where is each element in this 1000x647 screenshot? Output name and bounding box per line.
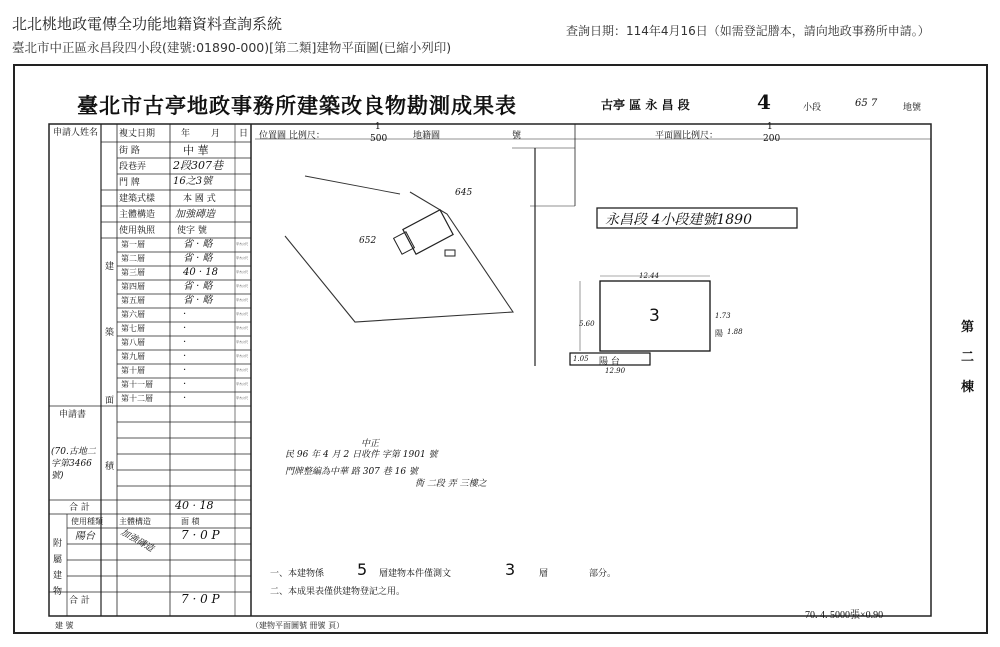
annex-total-label: 合 計 (69, 596, 90, 606)
dim-left: 5.60 (579, 320, 595, 328)
query-date: 查詢日期：114年4月16日（如需登記謄本，請向地政事務所申請。） (566, 24, 930, 38)
floor-name: 第一層 (121, 240, 145, 249)
side-mark-1: 第 (961, 320, 975, 335)
floor-value: 省 · 略 (183, 281, 213, 292)
door-value: 16之3號 (173, 176, 213, 187)
note-line2: 門牌整編為中華 路 307 巷 16 號 (285, 467, 418, 477)
side-mark-2: 二 (961, 350, 975, 365)
balcony-left-dim: 1.05 (573, 355, 589, 363)
floor-unit: 平方公尺 (236, 298, 249, 302)
page-subtitle: 臺北市中正區永昌段四小段(建號:01890-000)[第二類]建物平面圖(已縮小列印) (12, 40, 452, 55)
floor-unit: 平方公尺 (236, 368, 249, 372)
building-survey-sheet (13, 64, 988, 634)
annex-area: 7 · 0 P (181, 528, 220, 542)
build-side-1: 建 (105, 262, 115, 272)
month-label: 月 (211, 129, 221, 139)
total-label: 合 計 (69, 503, 90, 513)
floor-number: 3 (649, 306, 660, 326)
floor-unit: 平方公尺 (236, 326, 249, 330)
building-number-box: 永昌段 4小段建號1890 (605, 212, 752, 228)
floor-name: 第四層 (121, 282, 145, 291)
section-suffix: 小段 (803, 103, 822, 113)
applicant-doc-label: 申請書 (59, 410, 87, 420)
lane-value: 2段307巷 (173, 159, 223, 172)
section-number: 4 (757, 90, 771, 114)
build-side-4: 積 (105, 462, 115, 472)
location-scale-denominator: 500 (370, 134, 388, 144)
building-style-label: 建築式樣 (119, 194, 156, 204)
number-suffix: 號 (512, 131, 522, 141)
annex-total-value: 7 · 0 P (181, 592, 220, 606)
applicant-label: 申請人姓名 (53, 128, 99, 138)
document-title: 臺北市古亭地政事務所建築改良物勘測成果表 (77, 93, 517, 118)
license-value: 使字 號 (177, 226, 207, 236)
floor-unit: 平方公尺 (236, 242, 249, 246)
dim-bottom-label: 陽 (715, 329, 723, 338)
parcel-suffix: 地號 (903, 103, 922, 113)
floor-unit: 平方公尺 (236, 270, 249, 274)
footer-note-1-floors: 5 (357, 560, 368, 579)
side-mark-3: 棟 (961, 380, 975, 395)
applicant-doc-value: (70.古地二字第3466號) (51, 447, 96, 481)
note-line1: 民 96 年 4 月 2 日收件 字第 1901 號 (285, 450, 438, 460)
floor-unit: 平方公尺 (236, 354, 249, 358)
location-scale-numerator: 1 (375, 122, 381, 132)
district-info: 古亭 區 永 昌 段 (601, 98, 690, 112)
balcony-bottom-dim: 12.90 (605, 367, 626, 375)
dim-right1: 1.73 (715, 312, 731, 320)
footer-note-1-floor: 3 (505, 560, 516, 579)
floor-name: 第七層 (121, 324, 145, 333)
floor-unit: 平方公尺 (236, 396, 249, 400)
floor-name: 第五層 (121, 296, 145, 305)
total-value: 40 · 18 (175, 499, 214, 512)
road-label: 街 路 (119, 146, 140, 156)
floor-unit: 平方公尺 (236, 312, 249, 316)
floor-unit: 平方公尺 (236, 340, 249, 344)
floor-value: · (183, 393, 187, 404)
footer-note-2: 二、本成果表僅供建物登記之用。 (270, 587, 406, 597)
floor-name: 第十二層 (121, 394, 153, 403)
build-side-3: 面 (105, 396, 115, 406)
footer-note-1b: 層建物本件僅測文 (379, 569, 452, 579)
floor-value: 省 · 略 (183, 295, 213, 306)
footer-note-1d: 部分。 (589, 569, 617, 579)
note-district: 中正 (361, 439, 380, 449)
dim-top: 12.44 (639, 272, 660, 280)
build-side-2: 築 (105, 328, 115, 338)
license-label: 使用執照 (119, 226, 156, 236)
lane-label: 段巷弄 (119, 162, 147, 172)
road-value: 中 華 (183, 144, 209, 157)
annex-header-use: 使用種類 (71, 517, 103, 526)
floor-value: · (183, 309, 187, 320)
annex-side: 附屬建物 (53, 539, 63, 597)
floor-unit: 平方公尺 (236, 256, 249, 260)
year-label: 年 (181, 129, 191, 139)
balcony-label: 陽 台 (599, 357, 620, 367)
annex-use: 陽台 (75, 531, 95, 542)
location-map-label: 位置圖 比例尺： (259, 131, 325, 141)
structure-value: 加強磚造 (175, 209, 215, 220)
parcel-label-645: 645 (455, 188, 473, 198)
floor-unit: 平方公尺 (236, 284, 249, 288)
floor-value: 省 · 略 (183, 239, 213, 250)
floor-name: 第三層 (121, 268, 145, 277)
parcel-number: 65 7 (855, 98, 878, 109)
floor-name: 第九層 (121, 352, 145, 361)
plan-scale-numerator: 1 (767, 122, 773, 132)
floor-value: 省 · 略 (183, 253, 213, 264)
door-label: 門 牌 (119, 178, 140, 188)
annex-struct: 加強磚造 (118, 527, 156, 555)
form-code: 70. 4. 5000張×0.90 (805, 610, 884, 621)
floor-value: · (183, 337, 187, 348)
floor-unit: 平方公尺 (236, 382, 249, 386)
plan-scale-label: 平面圖比例尺： (655, 131, 719, 141)
structure-label: 主體構造 (119, 210, 156, 220)
building-style-value: 本 國 式 (183, 194, 216, 204)
floor-value: 40 · 18 (183, 267, 218, 278)
floor-name: 第十一層 (121, 380, 153, 389)
footer-note-1c: 層 (539, 569, 549, 579)
annex-header-struct: 主體構造 (119, 517, 151, 526)
floor-value: · (183, 351, 187, 362)
floor-value: · (183, 379, 187, 390)
floor-name: 第十層 (121, 366, 145, 375)
bottom-left: 建 號 (55, 621, 74, 630)
floor-name: 第二層 (121, 254, 145, 263)
system-title: 北北桃地政電傳全功能地籍資料查詢系統 (12, 15, 283, 33)
note-line3: 衖 二段 弄 三樓之 (415, 479, 487, 489)
floor-name: 第六層 (121, 310, 145, 319)
footer-note-1a: 一、本建物係 (270, 569, 325, 579)
sheet-lines (15, 66, 988, 634)
dim-right2: 1.88 (727, 328, 743, 336)
floor-value: · (183, 323, 187, 334)
day-label: 日 (239, 129, 249, 139)
cadastral-map-label: 地籍圖 (413, 131, 441, 141)
annex-header-area: 面 積 (181, 517, 200, 526)
bottom-row: （建物平面圖號 冊號 頁） (251, 621, 345, 630)
floor-value: · (183, 365, 187, 376)
parcel-label-652: 652 (359, 236, 377, 246)
floor-name: 第八層 (121, 338, 145, 347)
plan-scale-denominator: 200 (763, 134, 781, 144)
date-label: 複丈日期 (119, 129, 156, 139)
